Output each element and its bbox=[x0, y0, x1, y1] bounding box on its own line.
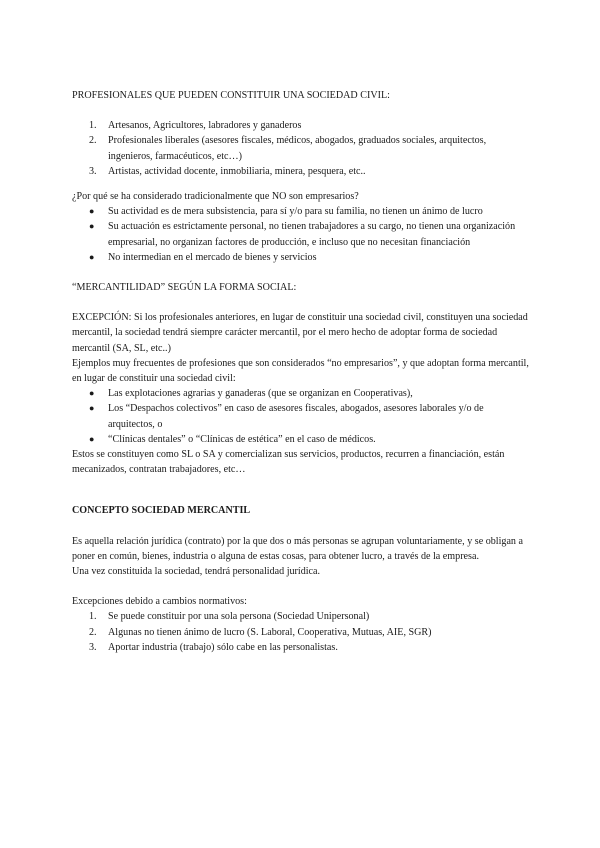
list-item bbox=[89, 250, 532, 265]
bullet-icon: ● bbox=[89, 206, 95, 217]
bullet-icon: ● bbox=[89, 221, 95, 232]
list-item-text: Aportar industria (trabajo) sólo cabe en las personalistas. bbox=[108, 641, 338, 653]
exceptions-title: Excepciones debido a cambios normativos: bbox=[72, 596, 247, 608]
examples-list bbox=[72, 386, 532, 447]
list-number: 3. bbox=[89, 165, 97, 177]
list-item bbox=[89, 640, 532, 655]
list-item bbox=[89, 219, 532, 249]
list-number: 2. bbox=[89, 135, 97, 147]
list-item-text: Artistas, actividad docente, inmobiliaria, minera, pesquera, etc.. bbox=[108, 165, 366, 177]
section-title-mercantilidad: “MERCANTILIDAD” SEGÚN LA FORMA SOCIAL: bbox=[72, 282, 297, 294]
list-item bbox=[89, 164, 532, 179]
list-item bbox=[89, 401, 532, 431]
list-item-text: Su actuación es estrictamente personal, no tienen trabajadores a su cargo, no tienen una organización empresarial, no organizan factores de producción, e incluso que no necesitan financiación bbox=[108, 221, 516, 248]
list-item bbox=[89, 386, 532, 401]
list-item bbox=[89, 204, 532, 219]
document-page bbox=[72, 88, 532, 655]
list-item-text: Se puede constituir por una sola persona (Sociedad Unipersonal) bbox=[108, 611, 370, 623]
list-number: 3. bbox=[89, 641, 97, 653]
section-title-concepto: CONCEPTO SOCIEDAD MERCANTIL bbox=[72, 505, 251, 517]
list-item bbox=[89, 609, 532, 624]
list-item-text: Artesanos, Agricultores, labradores y ganaderos bbox=[108, 120, 302, 132]
exception-paragraph: EXCEPCIÓN: Si los profesionales anteriores, en lugar de constituir una sociedad civil, constituyen una sociedad mercantil, la sociedad tendrá siempre carácter mercantil, por el mero hecho de adoptar forma de sociedad mercantil (SA, SL, etc..) bbox=[72, 312, 528, 354]
bullet-icon: ● bbox=[89, 403, 95, 414]
list-item-text: Algunas no tienen ánimo de lucro (S. Laboral, Cooperativa, Mutuas, AIE, SGR) bbox=[108, 626, 432, 638]
professions-list bbox=[72, 118, 532, 179]
list-item bbox=[89, 133, 532, 163]
list-item bbox=[89, 118, 532, 133]
bullet-icon: ● bbox=[89, 433, 95, 444]
list-number: 2. bbox=[89, 626, 97, 638]
definition-paragraph: Es aquella relación jurídica (contrato) por la que dos o más personas se agrupan voluntariamente, y se obligan a poner en común, bienes, industria o alguna de estas cosas, para obtener lucro, a través de la empresa. bbox=[72, 535, 523, 562]
list-number: 1. bbox=[89, 120, 97, 132]
list-item-text: “Clínicas dentales” o “Clínicas de estética” en el caso de médicos. bbox=[108, 433, 376, 445]
question-text: ¿Por qué se ha considerado tradicionalmente que NO son empresarios? bbox=[72, 191, 359, 203]
list-number: 1. bbox=[89, 611, 97, 623]
closing-paragraph: Estos se constituyen como SL o SA y comercializan sus servicios, productos, recurren a financiación, están mecanizados, contratan trabajadores, etc… bbox=[72, 449, 505, 476]
exceptions-list bbox=[72, 609, 532, 655]
list-item-text: Profesionales liberales (asesores fiscales, médicos, abogados, graduados sociales, arquitectos, ingenieros, farmacéuticos, etc…) bbox=[108, 135, 487, 162]
list-item bbox=[89, 432, 532, 447]
bullet-icon: ● bbox=[89, 388, 95, 399]
list-item-text: Las explotaciones agrarias y ganaderas (que se organizan en Cooperativas), bbox=[108, 388, 413, 400]
list-item-text: No intermedian en el mercado de bienes y servicios bbox=[108, 251, 317, 263]
reasons-list bbox=[72, 204, 532, 265]
list-item bbox=[89, 625, 532, 640]
examples-intro: Ejemplos muy frecuentes de profesiones que son considerados “no empresarios”, y que adoptan forma mercantil, en lugar de constituir una sociedad civil: bbox=[72, 357, 529, 385]
list-item-text: Los “Despachos colectivos” en caso de asesores fiscales, abogados, asesores laborales y/o de arquitectos, o bbox=[108, 403, 484, 430]
section-title-sociedad-civil: PROFESIONALES QUE PUEDEN CONSTITUIR UNA SOCIEDAD CIVIL: bbox=[72, 90, 390, 101]
personality-paragraph: Una vez constituida la sociedad, tendrá personalidad jurídica. bbox=[72, 566, 321, 578]
list-item-text: Su actividad es de mera subsistencia, para sí y/o para su familia, no tienen un ánimo de lucro bbox=[108, 206, 483, 218]
bullet-icon: ● bbox=[89, 251, 95, 262]
